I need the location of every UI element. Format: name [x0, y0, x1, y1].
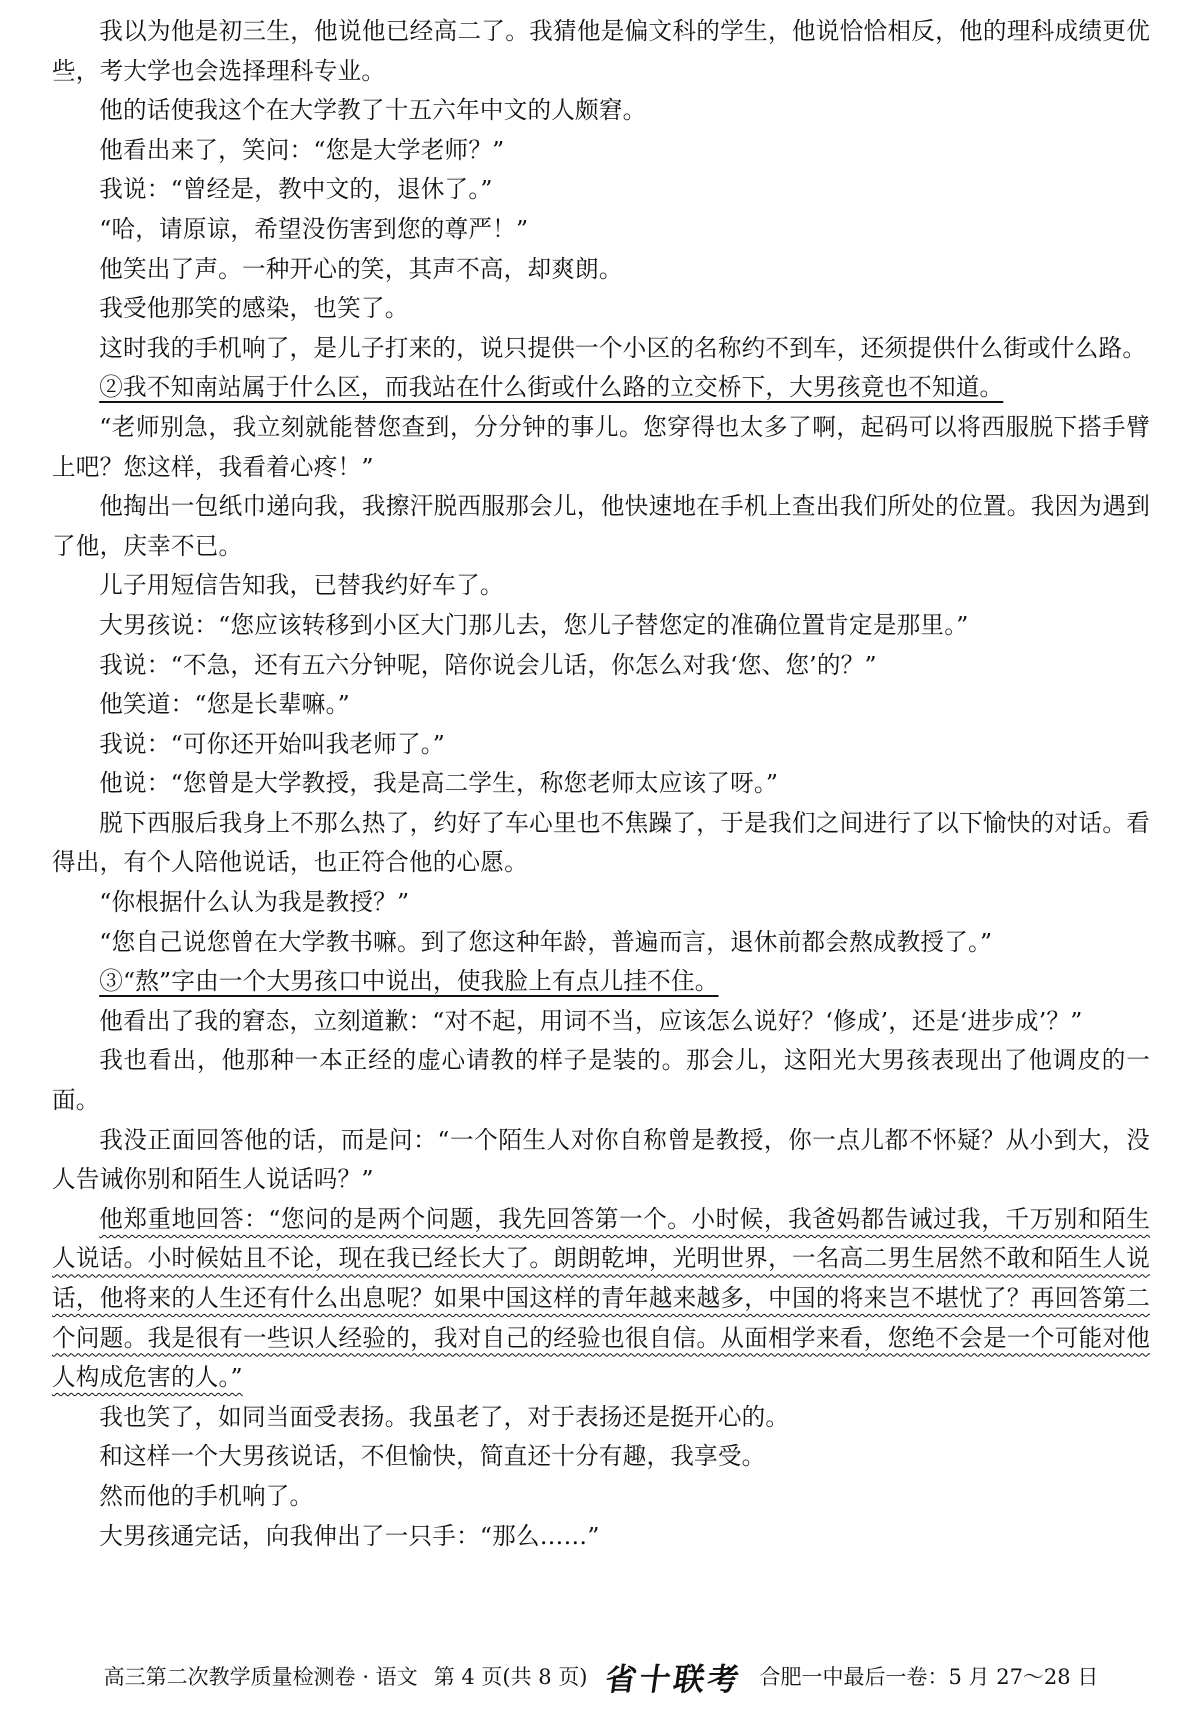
- paragraph: 他掏出一包纸巾递向我，我擦汗脱西服那会儿，他快速地在手机上查出我们所处的位置。我因为遇到了他，庆幸不已。: [52, 492, 1150, 560]
- paragraph: 我说：“可你还开始叫我老师了。”: [99, 729, 446, 758]
- paragraph: 他看出了我的窘态，立刻道歉：“对不起，用词不当，应该怎么说好？‘修成’，还是‘进步成’？”: [99, 1006, 1083, 1035]
- paragraph: “你根据什么认为我是教授？”: [99, 888, 410, 917]
- paragraph: [52, 962, 1150, 1002]
- paragraph: “哈，请原谅，希望没伤害到您的尊严！”: [99, 214, 529, 243]
- paragraph: 我也笑了，如同当面受表扬。我虽老了，对于表扬还是挺开心的。: [99, 1402, 790, 1431]
- paragraph: 脱下西服后我身上不那么热了，约好了车心里也不焦躁了，于是我们之间进行了以下愉快的对话。看得出，有个人陪他说话，也正符合他的心愿。: [52, 808, 1150, 877]
- paragraph: 他的话使我这个在大学教了十五六年中文的人颇窘。: [99, 96, 647, 125]
- page-footer: [52, 1656, 1150, 1696]
- footer-brand-logo: 省十联考: [602, 1661, 744, 1698]
- footer-exam-note: 合肥一中最后一卷：5 月 27～28 日: [759, 1665, 1099, 1689]
- paragraph: 我没正面回答他的话，而是问：“一个陌生人对你自称曾是教授，你一点儿都不怀疑？从小到大，没人告诫你别和陌生人说话吗？”: [52, 1125, 1150, 1194]
- wavy-underlined-text: 他郑重地回答：“您问的是两个问题，我先回答第一个。小时候，我爸妈都告诫过我，千万别和陌生人说话。小时候姑且不论，现在我已经长大了。朗朗乾坤，光明世界，一名高二男生居然不敢和陌生人说话，他将来的人生还有什么出息呢？如果中国这样的青年越来越多，中国的将来岂不堪忧了？再回答第二个问题。我是很有一些识人经验的，我对自己的经验也很自信。从面相学来看，您绝不会是一个可能对他人构成危害的人。”: [52, 1204, 1150, 1392]
- paragraph: 他看出来了，笑问：“您是大学老师？”: [99, 135, 505, 164]
- footer-page-number: 第 4 页(共 8 页): [433, 1665, 588, 1689]
- paragraph: 和这样一个大男孩说话，不但愉快，简直还十分有趣，我享受。: [99, 1442, 766, 1471]
- paragraph: 他说：“您曾是大学教授，我是高二学生，称您老师太应该了呀。”: [99, 769, 779, 798]
- paragraph: 他笑出了声。一种开心的笑，其声不高，却爽朗。: [99, 254, 623, 283]
- paragraph: [52, 1200, 1150, 1398]
- paragraph: 他笑道：“您是长辈嘛。”: [99, 690, 350, 719]
- footer-exam-title: 高三第二次教学质量检测卷 · 语文: [103, 1665, 418, 1689]
- paragraph: 大男孩通完话，向我伸出了一只手：“那么……”: [99, 1521, 600, 1550]
- paragraph: “老师别急，我立刻就能替您查到，分分钟的事儿。您穿得也太多了啊，起码可以将西服脱下搭手臂上吧？您这样，我看着心疼！”: [52, 412, 1150, 481]
- paragraph: 这时我的手机响了，是儿子打来的，说只提供一个小区的名称约不到车，还须提供什么街或什么路。: [99, 333, 1147, 362]
- paragraph: 我以为他是初三生，他说他已经高二了。我猜他是偏文科的学生，他说恰恰相反，他的理科成绩更优些，考大学也会选择理科专业。: [52, 17, 1150, 85]
- paragraph: 儿子用短信告知我，已替我约好车了。: [99, 571, 504, 600]
- paragraph: [52, 368, 1150, 408]
- paragraph: 我受他那笑的感染，也笑了。: [99, 294, 409, 323]
- underlined-text: ③“熬”字由一个大男孩口中说出，使我脸上有点儿挂不住。: [99, 967, 719, 996]
- paragraph: 我说：“不急，还有五六分钟呢，陪你说会儿话，你怎么对我‘您、您’的？”: [99, 650, 877, 679]
- paragraph: 然而他的手机响了。: [99, 1481, 314, 1510]
- paragraph: 我也看出，他那种一本正经的虚心请教的样子是装的。那会儿，这阳光大男孩表现出了他调皮的一面。: [52, 1046, 1150, 1115]
- passage-body: [52, 12, 1150, 1556]
- paragraph: 大男孩说：“您应该转移到小区大门那儿去，您儿子替您定的准确位置肯定是那里。”: [99, 610, 969, 639]
- paragraph: “您自己说您曾在大学教书嘛。到了您这种年龄，普遍而言，退休前都会熬成教授了。”: [99, 927, 993, 956]
- paragraph: 我说：“曾经是，教中文的，退休了。”: [99, 175, 493, 204]
- underlined-text: ②我不知南站属于什么区，而我站在什么街或什么路的立交桥下，大男孩竟也不知道。: [99, 373, 1004, 402]
